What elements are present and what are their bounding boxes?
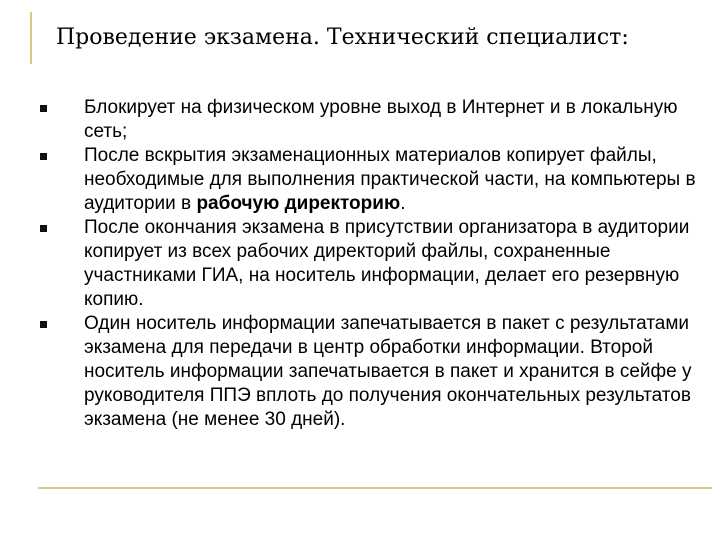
bullet-list: [40, 96, 700, 432]
item-text-start: После вскрытия экзаменационных материалов копирует файлы, необходимые для выполнения практической части, на компьютеры в аудитории в: [84, 145, 696, 214]
list-item: [40, 144, 700, 216]
item-text: После окончания экзамена в присутствии организатора в аудитории копирует из всех рабочих директорий файлы, сохраненные участниками ГИА, на носитель информации, делает его резервную копию.: [84, 217, 690, 310]
item-text-bold: рабочую директорию: [196, 193, 401, 214]
square-bullet-icon: [40, 321, 47, 328]
slide-title: Проведение экзамена. Технический специалист:: [56, 25, 629, 50]
item-text: [84, 145, 696, 214]
square-bullet-icon: [40, 105, 47, 112]
item-text-end: .: [400, 193, 406, 214]
square-bullet-icon: [40, 225, 47, 232]
title-accent-line: [30, 12, 32, 64]
list-item: [40, 96, 700, 144]
square-bullet-icon: [40, 153, 47, 160]
bottom-divider: [38, 487, 712, 489]
list-item: [40, 312, 700, 432]
item-text: Блокирует на физическом уровне выход в Интернет и в локальную сеть;: [84, 97, 678, 142]
list-item: [40, 216, 700, 312]
item-text: Один носитель информации запечатывается в пакет с результатами экзамена для передачи в центр обработки информации. Второй носитель информации запечатывается в пакет и хранится в сейфе у руководителя ППЭ вплоть до получения окончательных результатов экзамена (не менее 30 дней).: [84, 313, 692, 430]
